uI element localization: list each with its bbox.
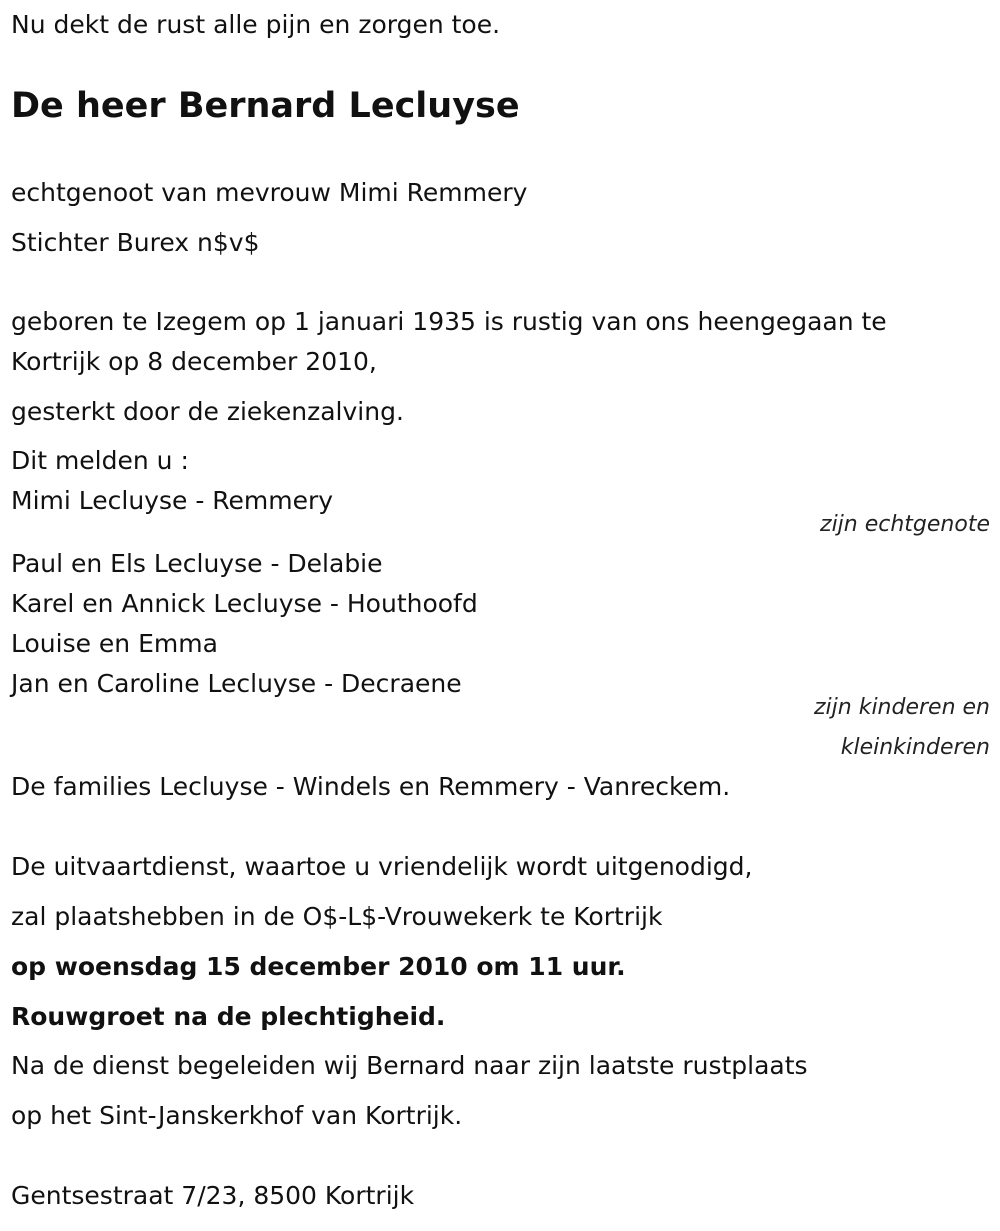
born-died-line-1: geboren te Izegem op 1 januari 1935 is rustig van ons heengegaan te [11,307,887,336]
address-line: Gentsestraat 7/23, 8500 Kortrijk [11,1181,415,1210]
mourner-child: Jan en Caroline Lecluyse - Decraene [11,669,462,698]
mourner-grandchildren: Louise en Emma [11,629,218,658]
spouse-role: zijn echtgenote [820,512,990,537]
mourner-spouse: Mimi Lecluyse - Remmery [11,486,334,515]
intro-line: Nu dekt de rust alle pijn en zorgen toe. [11,10,501,39]
founder-line: Stichter Burex n$v$ [11,228,260,257]
families-line: De families Lecluyse - Windels en Remmery - Vanreckem. [11,772,731,801]
service-line-1: De uitvaartdienst, waartoe u vriendelijk wordt uitgenodigd, [11,852,753,881]
spouse-of-line: echtgenoot van mevrouw Mimi Remmery [11,178,528,207]
burial-line-2: op het Sint-Janskerkhof van Kortrijk. [11,1101,463,1130]
children-role-line-1: zijn kinderen en [814,695,990,720]
announce-line: Dit melden u : [11,446,189,475]
sacrament-line: gesterkt door de ziekenzalving. [11,397,404,426]
condolences-line: Rouwgroet na de plechtigheid. [11,1002,446,1031]
service-datetime: op woensdag 15 december 2010 om 11 uur. [11,952,626,981]
service-line-2: zal plaatshebben in de O$-L$-Vrouwekerk te Kortrijk [11,902,663,931]
mourner-child: Paul en Els Lecluyse - Delabie [11,549,383,578]
children-role-line-2: kleinkinderen [840,735,990,760]
burial-line-1: Na de dienst begeleiden wij Bernard naar zijn laatste rustplaats [11,1051,808,1080]
deceased-name: De heer Bernard Lecluyse [11,86,520,126]
born-died-line-2: Kortrijk op 8 december 2010, [11,347,377,376]
mourner-child: Karel en Annick Lecluyse - Houthoofd [11,589,478,618]
